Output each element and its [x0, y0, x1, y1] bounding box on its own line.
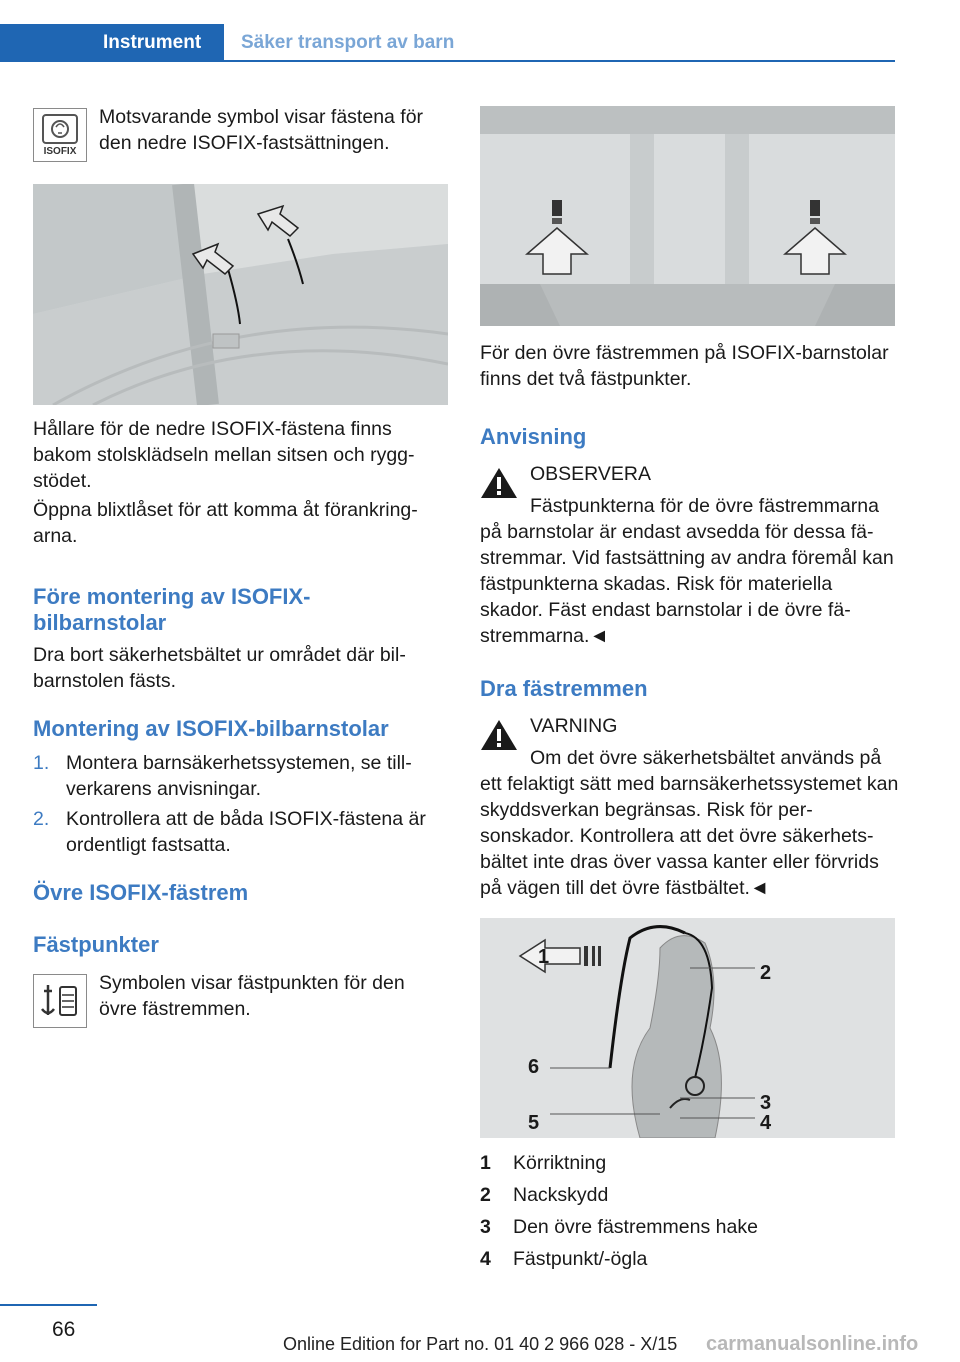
list-item	[33, 750, 443, 802]
step-list	[33, 750, 443, 858]
legend-text: Körriktning	[513, 1152, 607, 1174]
step-text: Montera barnsäkerhetssystemen, se tillverkarens anvisningar.	[66, 752, 412, 800]
paragraph-zipper: Öppna blixtlåset för att komma åt förankringarna.	[33, 499, 418, 547]
legend-text: Fästpunkt/-ögla	[513, 1248, 648, 1270]
warning-text: Om det övre säkerhetsbältet används på ett felaktigt sätt med barnsäkerhetssystemet kan skyddsverkan begränsas. Risk för personskador. Kontrollera att det övre säkerhetsbältet inte dras över vassa kanter eller förvrids på vägen till det övre fästbältet.◄	[480, 747, 899, 899]
trunk-photo-caption: För den övre fästremmen på ISOFIX-barnstolar finns det två fästpunkter.	[480, 342, 889, 390]
list-item	[480, 1182, 900, 1208]
anchor-symbol-icon	[33, 974, 87, 1028]
diagram-label: 4	[760, 1112, 772, 1134]
heading-anchor-points: Fästpunkter	[33, 932, 159, 957]
note-title: OBSERVERA	[530, 463, 652, 485]
heading-pull-tether: Dra fästremmen	[480, 676, 648, 701]
trunk-photo	[480, 106, 895, 326]
legend-number: 1	[480, 1152, 491, 1174]
footer-rule	[0, 1304, 97, 1306]
heading-mounting: Montering av ISOFIX-bilbarnstolar	[33, 716, 389, 741]
seat-photo	[33, 184, 448, 405]
legend-text: Den övre fästremmens hake	[513, 1216, 758, 1238]
isofix-icon-label: ISOFIX	[43, 146, 77, 157]
step-number: 2.	[33, 808, 50, 830]
list-item	[480, 1214, 900, 1240]
heading-before-mounting: Före montering av ISOFIX-bilbarnstolar	[33, 584, 311, 635]
diagram-label: 1	[538, 946, 550, 968]
note-text: Fästpunkterna för de övre fästremmarna på barnstolar är endast avsedda för dessa fästremmar. Vid fastsättning av andra föremål kan fästpunkterna skadas. Risk för materiella skador. Fäst endast barnstolar i de övre fästremmarna.◄	[480, 495, 894, 647]
legend-number: 3	[480, 1216, 491, 1238]
edition-text: Online Edition for Part no. 01 40 2 966 028 - X/15	[283, 1334, 678, 1354]
heading-note: Anvisning	[480, 424, 587, 449]
warning-title: VARNING	[530, 715, 618, 737]
heading-upper-tether: Övre ISOFIX-fästrem	[33, 880, 249, 905]
isofix-symbol-icon	[33, 108, 87, 162]
list-item	[33, 806, 443, 858]
legend-number: 4	[480, 1248, 491, 1270]
diagram-label: 2	[760, 962, 772, 984]
step-text: Kontrollera att de båda ISOFIX-fästena är ordentligt fastsatta.	[66, 808, 426, 856]
diagram-label: 5	[528, 1112, 540, 1134]
diagram-label: 3	[760, 1092, 772, 1114]
tether-diagram	[480, 918, 895, 1138]
page-number: 66	[52, 1318, 76, 1341]
paragraph-belt: Dra bort säkerhetsbältet ur området där bilbarnstolen fästs.	[33, 644, 406, 692]
step-number: 1.	[33, 752, 50, 774]
header-rule	[0, 60, 895, 62]
isofix-icon-caption: Motsvarande symbol visar fästena för den nedre ISOFIX-fastsättningen.	[99, 106, 424, 154]
legend-text: Nackskydd	[513, 1184, 609, 1206]
legend-number: 2	[480, 1184, 491, 1206]
paragraph-holders: Hållare för de nedre ISOFIX-fästena finns bakom stolsklädseln mellan sitsen och ryggstödet.	[33, 418, 415, 492]
tab-instrument[interactable]: Instrument	[0, 24, 224, 62]
diagram-label: 6	[528, 1056, 540, 1078]
legend-list	[480, 1150, 900, 1272]
list-item	[480, 1150, 900, 1176]
list-item	[480, 1246, 900, 1272]
tab-child-transport[interactable]: Säker transport av barn	[241, 32, 455, 53]
anchor-icon-caption: Symbolen visar fästpunkten för den övre fästremmen.	[99, 972, 405, 1020]
watermark: carmanualsonline.info	[706, 1333, 919, 1355]
